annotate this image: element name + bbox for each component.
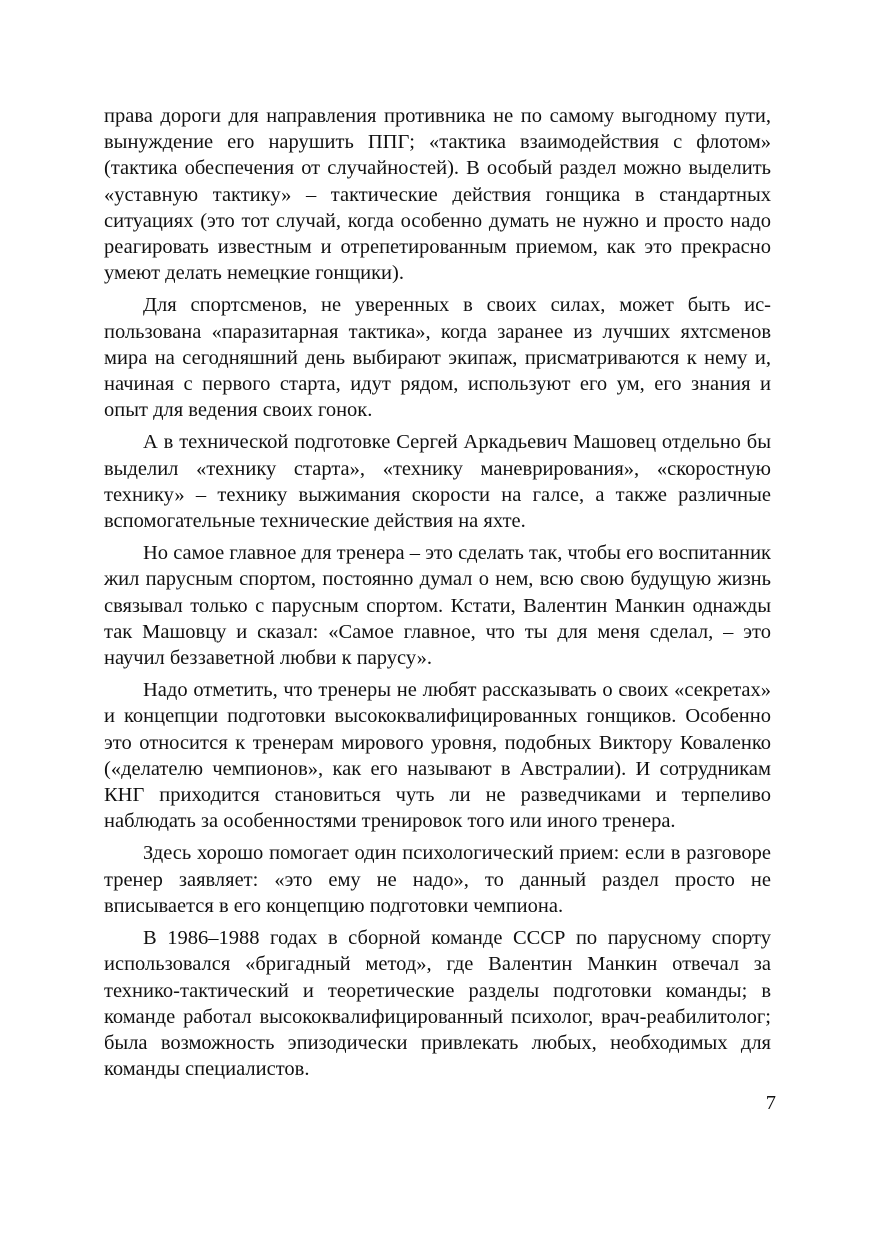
paragraph-coach-main-goal: Но самое главное для тренера – это сделать так, чтобы его воспитанник жил парусным спортом, постоянно думал о нем, всю свою будущую жизнь связывал только с парусным спортом. Кстати, Валентин Манкин однажды так Машовцу и сказал: «Самое главное, что ты для меня сделал, – это научил беззаветной любви к парусу». — [104, 542, 771, 670]
body-text — [104, 103, 771, 1088]
paragraph-psychological-technique: Здесь хорошо помогает один психологический прием: если в разговоре тренер заявляет: «это ему не надо», то данный раздел просто не вписывается в его концепцию подготовки чемпиона. — [104, 842, 771, 917]
paragraph-continuation: права дороги для направления противника не по самому выгодному пути, вынуждение его нарушить ППГ; «тактика взаимодействия с флотом» (тактика обеспечения от случайностей). В особый раздел можно выделить «уставную тактику» – тактические действия гонщика в стандартных ситуациях (это тот случай, когда особенно думать не нужно и просто надо реагировать известным и отрепетированным приемом, как это прекрасно умеют делать немецкие гонщики). — [104, 105, 771, 285]
paragraph-parasitic-tactics: Для спортсменов, не уверенных в своих силах, может быть использована «паразитарная тактика», когда заранее из лучших яхтсменов мира на сегодняшний день выбирают экипаж, присматриваются к нему и, начиная с первого старта, идут рядом, используют его ум, его знания и опыт для ведения своих гонок. — [104, 294, 771, 422]
paragraph-brigade-method: В 1986–1988 годах в сборной команде СССР по парусному спорту использовался «бригадный метод», где Валентин Манкин отвечал за технико-тактический и теоретические разделы подготовки команды; в команде работал высококвалифицированный психолог, врач-реабилитолог; была возможность эпизодически привлекать любых, необходимых для команды специалистов. — [104, 927, 771, 1081]
page-number: 7 — [765, 1092, 776, 1114]
paragraph-technical-training: А в технической подготовке Сергей Аркадьевич Машовец отдельно бы выделил «технику старта», «технику маневрирования», «скоростную технику» – технику выжимания скорости на галсе, а также различные вспомогательные технические действия на яхте. — [104, 431, 771, 533]
paragraph-coach-secrets: Надо отметить, что тренеры не любят рассказывать о своих «секретах» и концепции подготовки высококвалифицированных гонщиков. Особенно это относится к тренерам мирового уровня, подобных Виктору Коваленко («делателю чемпионов», как его называют в Австралии). И сотрудникам КНГ приходится становиться чуть ли не разведчиками и терпеливо наблюдать за особенностями тренировок того или иного тренера. — [104, 679, 771, 833]
